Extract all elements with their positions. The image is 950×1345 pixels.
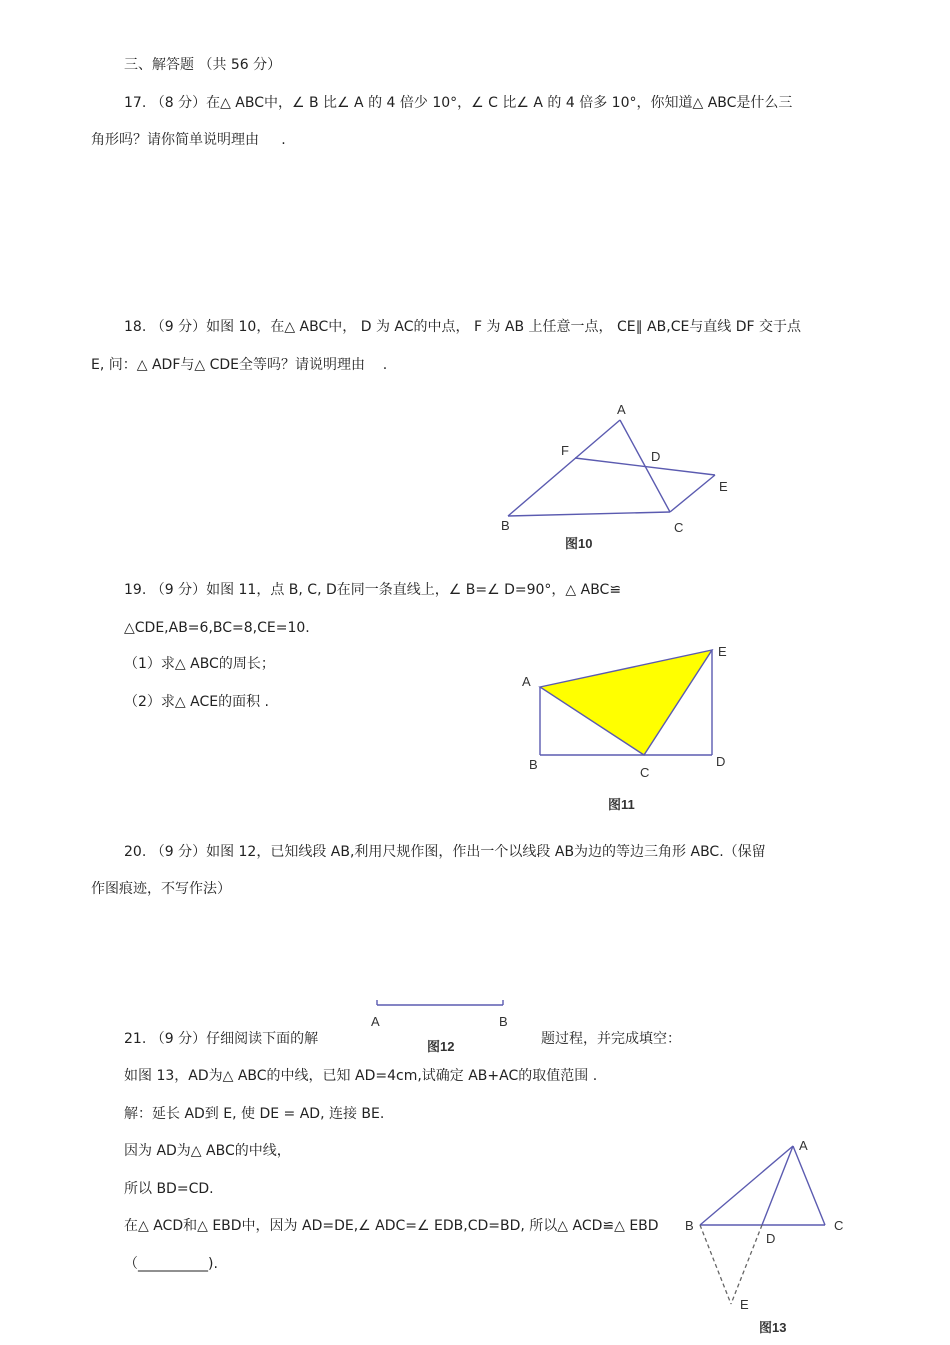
q17-line2: 角形吗？请你简单说明理由 . [91,132,286,148]
fig11-label-C: C [640,765,650,780]
fig10-label-D: D [651,449,661,464]
q19-line2: △CDE,AB=6,BC=8,CE=10. [124,620,310,636]
fig11-label-B: B [529,757,538,772]
fig11-label-A: A [522,674,531,689]
q21-line7: （__________). [124,1256,218,1272]
fig11-caption: 图11 [608,797,635,812]
fig11-label-E: E [718,644,727,659]
figure-13-dashed-lines [700,1225,762,1304]
q21-line1b: 题过程，并完成填空： [541,1031,681,1047]
q18-line2: E, 问：△ ADF与△ CDE全等吗？请说明理由 . [91,357,388,373]
q19-line1: 19. （9 分）如图 11，点 B, C, D在同一条直线上，∠ B=∠ D=90°，△ ABC≌ [124,582,622,598]
fig11-label-D: D [716,754,726,769]
q19-part1: （1）求△ ABC的周长； [124,656,275,672]
q17-line1: 17. （8 分）在△ ABC中，∠ B 比∠ A 的 4 倍少 10°，∠ C 比∠ A 的 4 倍多 10°，你知道△ ABC是什么三 [124,95,793,111]
fig13-label-B: B [685,1218,694,1233]
q20-line2: 作图痕迹，不写作法） [91,881,231,897]
fig10-label-F: F [561,443,569,458]
fig13-label-C: C [834,1218,844,1233]
q20-line1: 20. （9 分）如图 12，已知线段 AB,利用尺规作图，作出一个以线段 AB为边的等边三角形 ABC.（保留 [124,844,766,860]
section-title: 三、解答题 （共 56 分） [124,57,282,73]
q21-line3: 解：延长 AD到 E, 使 DE = AD, 连接 BE. [124,1106,385,1122]
q21-line1a: 21. （9 分）仔细阅读下面的解 [124,1031,319,1047]
fig13-label-D: D [766,1231,776,1246]
q21-line6: 在△ ACD和△ EBD中，因为 AD=DE,∠ ADC=∠ EDB,CD=BD, 所以△ ACD≌△ EBD [124,1218,659,1234]
fig10-label-B: B [501,518,510,533]
fig13-label-A: A [799,1138,808,1153]
fig12-caption: 图12 [427,1039,455,1054]
fig10-label-A: A [617,402,626,417]
figure-13-solid-lines [700,1146,825,1225]
fig12-label-B: B [499,1014,508,1029]
fig13-caption: 图13 [759,1320,787,1335]
q21-line2: 如图 13，AD为△ ABC的中线，已知 AD=4cm,试确定 AB+AC的取值范围 . [124,1068,598,1084]
q19-part2: （2）求△ ACE的面积 . [124,694,269,710]
fig12-label-A: A [371,1014,380,1029]
q18-line1: 18. （9 分）如图 10，在△ ABC中， D 为 AC的中点， F 为 AB 上任意一点， CE∥ AB,CE与直线 DF 交于点 [124,319,802,335]
q21-line5: 所以 BD=CD. [124,1181,214,1197]
fig10-label-E: E [719,479,728,494]
fig10-caption: 图10 [565,536,593,551]
q21-line4: 因为 AD为△ ABC的中线， [124,1143,291,1159]
fig10-label-C: C [674,520,684,535]
fig13-label-E: E [740,1297,749,1312]
